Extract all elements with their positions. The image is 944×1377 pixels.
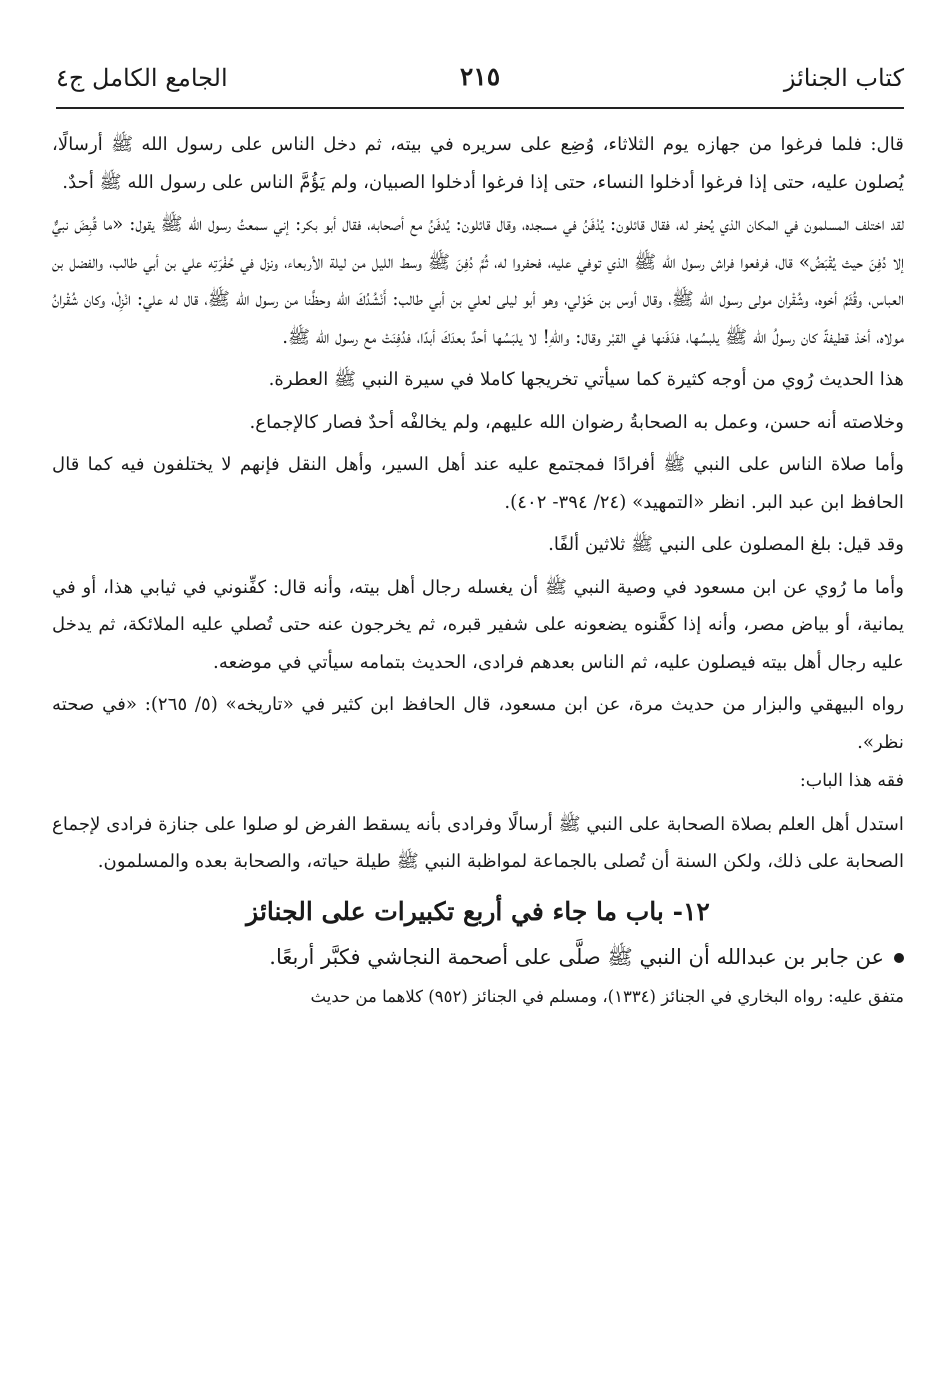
hadith-body: عن جابر بن عبدالله أن النبي ﷺ صلَّى على أصحمة النجاشي فكبَّر أربعًا.: [269, 944, 884, 969]
bullet-icon: [894, 953, 904, 963]
paragraph: قال: فلما فرغوا من جهازه يوم الثلاثاء، وُضِع على سريره في بيته، ثم دخل الناس على رسول الله ﷺ أرسالًا، يُصلون عليه، حتى إذا فرغوا أدخلوا النساء، حتى إذا فرغوا أدخلوا الصبيان، ولم يَؤُمَّ الناس على رسول الله ﷺ أحدٌ.: [52, 134, 904, 193]
chapter-title: ١٢- باب ما جاء في أربع تكبيرات على الجنائز: [246, 896, 710, 926]
book-title: كتاب الجنائز: [783, 64, 904, 92]
volume-title: الجامع الكامل ج٤: [56, 64, 228, 92]
paragraph: وأما صلاة الناس على النبي ﷺ أفرادًا فمجتمع عليه عند أهل السير، وأهل النقل فإنهم لا يختلفون فيه كما قال الحافظ ابن عبد البر. انظر «التمهيد» (٢٤/ ٣٩٤- ٤٠٢).: [52, 454, 904, 513]
fiqh-paragraph: استدل أهل العلم بصلاة الصحابة على النبي ﷺ أرسالًا وفرادى بأنه يسقط الفرض لو صلوا على جنازة فرادى لإجماع الصحابة على ذلك، ولكن السنة أن تُصلى بالجماعة لمواظبة النبي ﷺ طيلة حياته، والصحابة بعده والمسلمون.: [52, 813, 904, 872]
footnote-text: متفق عليه: رواه البخاري في الجنائز (١٣٣٤)، ومسلم في الجنائز (٩٥٢) كلاهما من حديث: [310, 986, 904, 1006]
paragraph: لقد اختلف المسلمون في المكان الذي يُحفر له، فقال قائلون: يُدْفَنُ في مسجده، وقال قائلون: يُدفَنُ مع أصحابه، فقال أبو بكر: إني سمعتُ رسول الله ﷺ يقول: «ما قُبِضَ نبيٌّ إلا دُفِنَ حيث يُقْبَضُ» قال، فرفعوا فراش رسول الله ﷺ الذي توفي عليه، فحفروا له، ثُمَّ دُفِنَ ﷺ وسط الليل من ليلة الأربعاء، ونزل في حُفْرَتِه علي بن أبي طالب، والفضل بن العباس، وقُثَمُ أخوه، وشُقْران مولى رسول الله ﷺ، وقال أوس بن خَوْلي، وهو أبو ليلى لعلي بن أبي طالب: أَنْشُدُكَ الله وحظَّنا من رسول الله ﷺ، قال له علي: انْزِلْ، وكان شُقْرانُ مولاه، أخذ قطيفةً كان رسولُ الله ﷺ يلبسُها، فدَفَنها في القبْر وقال: واللهِ! لا يلبَسُها أحدٌ بعدَكَ أبدًا، فدُفِنَتْ مع رسول الله ﷺ.: [52, 214, 904, 348]
paragraph: وخلاصته أنه حسن، وعمل به الصحابةُ رضوان الله عليهم، ولم يخالفْه أحدٌ فصار كالإجماع.: [249, 411, 904, 433]
hadith-text: [52, 937, 904, 977]
page-number: ٢١٥: [459, 62, 501, 91]
paragraph: وقد قيل: بلغ المصلون على النبي ﷺ ثلاثين ألفًا.: [548, 534, 904, 555]
paragraph: هذا الحديث رُوي من أوجه كثيرة كما سيأتي تخريجها كاملا في سيرة النبي ﷺ العطرة.: [268, 369, 904, 390]
header-rule: [56, 107, 904, 109]
page-body: [52, 126, 904, 1017]
paragraph: وأما ما رُوي عن ابن مسعود في وصية النبي ﷺ أن يغسله رجال أهل بيته، وأنه قال: كفِّنوني في ثيابي هذا، أو في يمانية، أو بياض مصر، وأنه إذا كفَّنوه يضعونه على شفير قبره، ثم يخرجون عنه حتى تُصلي عليه الملائكة، ثم يدخل عليه رجال أهل بيته فيصلون عليه، ثم الناس بعدهم فرادى، الحديث بتمامه سيأتي في موضعه.: [52, 576, 904, 673]
paragraph: رواه البيهقي والبزار من حديث مرة، عن ابن مسعود، قال الحافظ ابن كثير في «تاريخه» (٥/ ٢٦٥): «في صحته نظر».: [52, 694, 904, 753]
fiqh-heading: فقه هذا الباب:: [799, 771, 904, 791]
page-header: [56, 58, 904, 108]
